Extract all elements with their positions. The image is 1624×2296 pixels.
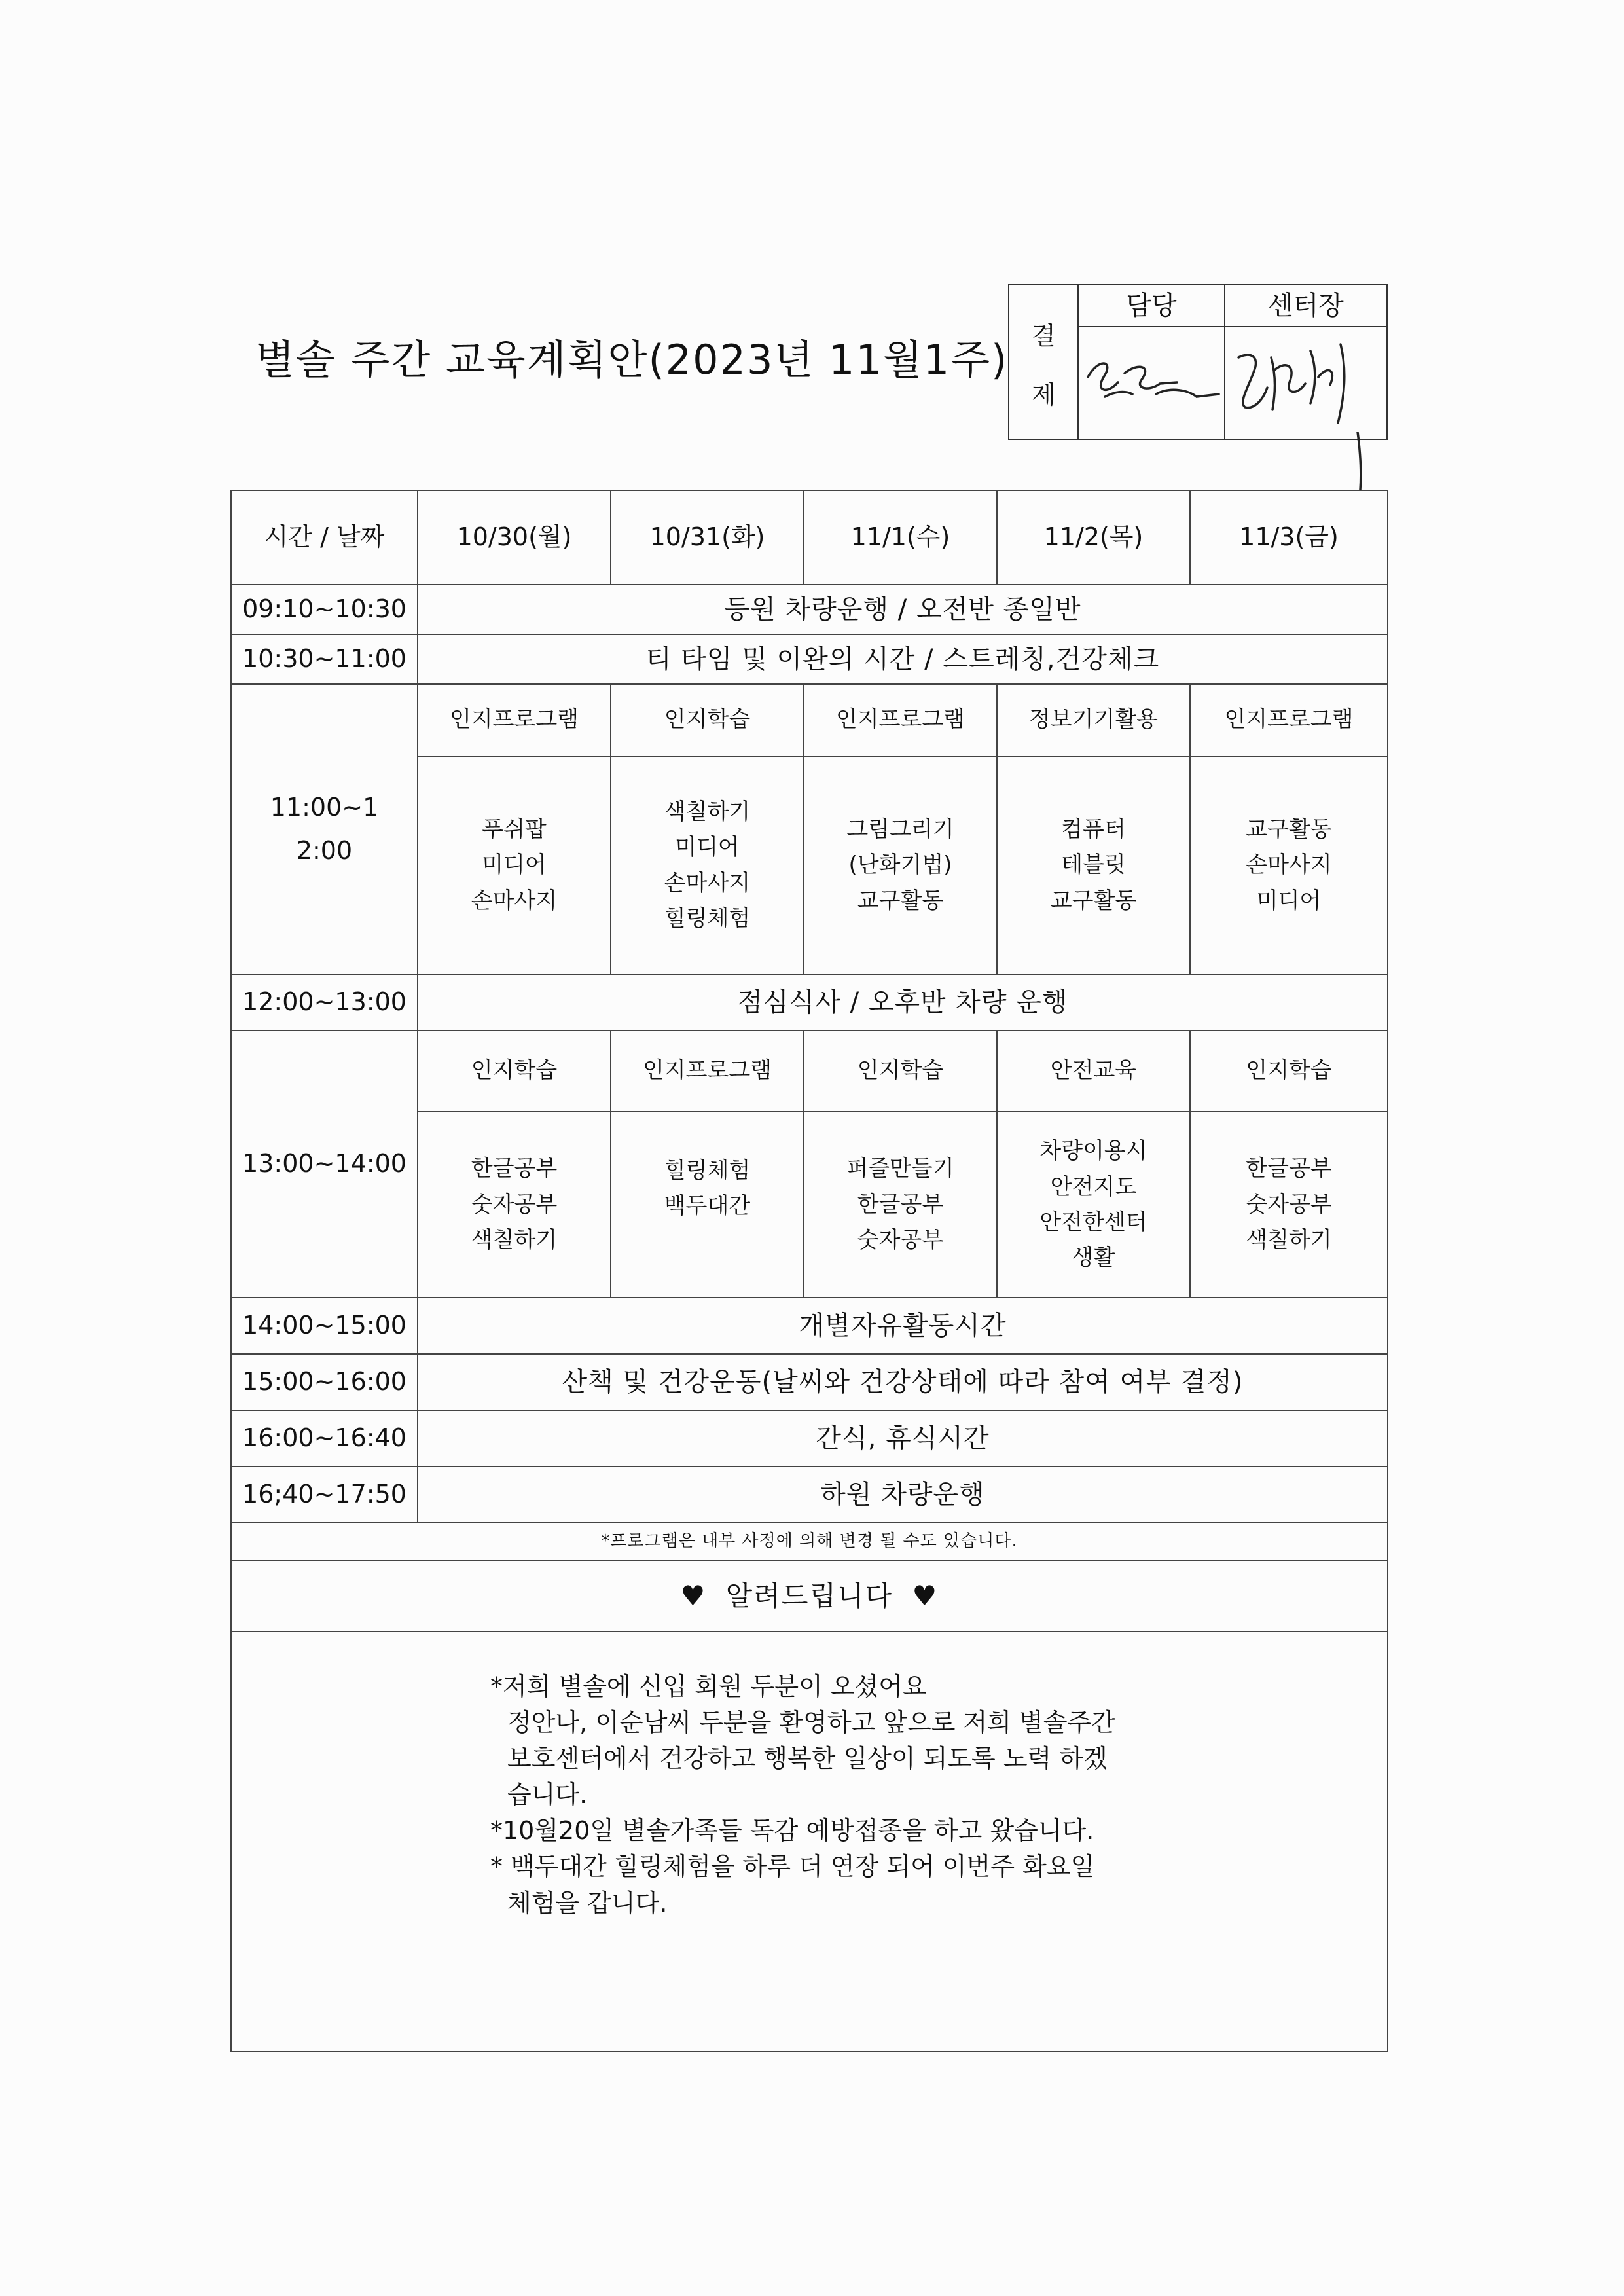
activity-item: 교구활동 bbox=[857, 887, 944, 914]
activity-item: 손마사지 bbox=[471, 887, 558, 914]
approval-column-director bbox=[1225, 285, 1386, 439]
activity-span-cell: 개별자유활동시간 bbox=[418, 1298, 1388, 1354]
table-row bbox=[231, 1354, 1388, 1410]
program-cell: 안전교육 bbox=[997, 1030, 1190, 1112]
activity-item: 컴퓨터 bbox=[1061, 816, 1126, 843]
activity-item: 숫자공부 bbox=[471, 1191, 558, 1218]
time-cell: 09:10~10:30 bbox=[231, 585, 418, 634]
notice-line: 습니다. bbox=[507, 1780, 588, 1810]
approval-column-manager bbox=[1079, 285, 1225, 439]
activity-item: 한글공부 bbox=[857, 1191, 944, 1218]
schedule-table bbox=[230, 490, 1388, 2052]
activity-cell bbox=[1190, 756, 1388, 974]
schedule-change-note: *프로그램은 내부 사정에 의해 변경 될 수도 있습니다. bbox=[231, 1523, 1388, 1561]
table-row bbox=[231, 1030, 1388, 1112]
header-day: 10/31(화) bbox=[611, 490, 804, 585]
program-cell: 인지프로그램 bbox=[1190, 684, 1388, 756]
signature-tail-stroke bbox=[1354, 432, 1367, 491]
approval-label-top: 결 bbox=[1032, 321, 1056, 350]
activity-item: 차량이용시 bbox=[1039, 1138, 1147, 1165]
program-cell: 인지학습 bbox=[418, 1030, 611, 1112]
activity-item: 힐링체험 bbox=[664, 1157, 751, 1184]
time-cell: 12:00~13:00 bbox=[231, 974, 418, 1030]
table-row bbox=[231, 1298, 1388, 1354]
notice-line: 체험을 갑니다. bbox=[507, 1888, 668, 1918]
header-time-date: 시간 / 날짜 bbox=[231, 490, 418, 585]
document-title: 별솔 주간 교육계획안(2023년 11월1주) bbox=[255, 336, 1009, 384]
activity-span-cell: 간식, 휴식시간 bbox=[418, 1410, 1388, 1467]
notice-heading-cell bbox=[231, 1561, 1388, 1631]
approval-label-column bbox=[1009, 285, 1079, 439]
notice-body bbox=[231, 1631, 1388, 2052]
notice-line: 보호센터에서 건강하고 행복한 일상이 되도록 노력 하겠 bbox=[507, 1744, 1108, 1774]
table-header-row bbox=[231, 490, 1388, 585]
table-row bbox=[231, 974, 1388, 1030]
activity-cell bbox=[804, 756, 997, 974]
activity-item: 퍼즐만들기 bbox=[846, 1156, 954, 1182]
activity-item: 손마사지 bbox=[664, 869, 751, 896]
activity-item: 안전지도 bbox=[1050, 1173, 1137, 1200]
header-day: 11/1(수) bbox=[804, 490, 997, 585]
program-cell: 인지학습 bbox=[804, 1030, 997, 1112]
time-cell: 10:30~11:00 bbox=[231, 634, 418, 684]
director-signature bbox=[1225, 331, 1386, 443]
program-cell: 인지학습 bbox=[1190, 1030, 1388, 1112]
table-row bbox=[231, 634, 1388, 684]
table-row bbox=[231, 1631, 1388, 2052]
activity-cell bbox=[611, 1112, 804, 1298]
header-day: 11/3(금) bbox=[1190, 490, 1388, 585]
activity-item: 색칠하기 bbox=[664, 798, 751, 825]
notice-text-block bbox=[232, 1632, 1387, 1922]
activity-cell bbox=[611, 756, 804, 974]
notice-line: 정안나, 이순남씨 두분을 환영하고 앞으로 저희 별솔주간 bbox=[507, 1708, 1115, 1738]
activity-span-cell: 등원 차량운행 / 오전반 종일반 bbox=[418, 585, 1388, 634]
activity-item: 숫자공부 bbox=[857, 1227, 944, 1254]
program-cell: 인지프로그램 bbox=[418, 684, 611, 756]
activity-item: 미디어 bbox=[675, 834, 740, 861]
activity-cell bbox=[997, 756, 1190, 974]
activity-item: 색칠하기 bbox=[1246, 1227, 1332, 1254]
activity-span-cell: 산책 및 건강운동(날씨와 건강상태에 따라 참여 여부 결정) bbox=[418, 1354, 1388, 1410]
time-cell: 16:00~16:40 bbox=[231, 1410, 418, 1467]
activity-item: 백두대간 bbox=[664, 1193, 751, 1220]
activity-item: 미디어 bbox=[482, 852, 547, 879]
activity-cell bbox=[1190, 1112, 1388, 1298]
header-day: 10/30(월) bbox=[418, 490, 611, 585]
time-line: 2:00 bbox=[296, 835, 353, 865]
approval-header-director: 센터장 bbox=[1225, 285, 1386, 327]
activity-span-cell: 점심식사 / 오후반 차량 운행 bbox=[418, 974, 1388, 1030]
activity-item: 숫자공부 bbox=[1246, 1191, 1332, 1218]
approval-box bbox=[1008, 284, 1388, 440]
activity-item: 한글공부 bbox=[1246, 1156, 1332, 1182]
activity-item: 손마사지 bbox=[1246, 852, 1332, 879]
time-cell: 14:00~15:00 bbox=[231, 1298, 418, 1354]
heart-icon: ♥ bbox=[680, 1579, 707, 1612]
activity-item: 생활 bbox=[1072, 1245, 1115, 1271]
notice-heading: 알려드립니다 bbox=[725, 1579, 893, 1612]
activity-item: (난화기법) bbox=[848, 852, 952, 879]
time-cell: 13:00~14:00 bbox=[231, 1030, 418, 1298]
approval-header-manager: 담당 bbox=[1079, 285, 1224, 327]
table-row bbox=[231, 585, 1388, 634]
activity-item: 한글공부 bbox=[471, 1156, 558, 1182]
time-line: 11:00~1 bbox=[270, 793, 379, 822]
notice-line: *저희 별솔에 신입 회원 두분이 오셨어요 bbox=[490, 1672, 927, 1701]
time-cell: 15:00~16:00 bbox=[231, 1354, 418, 1410]
header-day: 11/2(목) bbox=[997, 490, 1190, 585]
activity-item: 색칠하기 bbox=[471, 1227, 558, 1254]
table-row bbox=[231, 684, 1388, 756]
activity-item: 푸쉬팝 bbox=[482, 816, 547, 843]
activity-item: 미디어 bbox=[1256, 887, 1322, 914]
table-row bbox=[231, 1523, 1388, 1561]
notice-line: *10월20일 별솔가족들 독감 예방접종을 하고 왔습니다. bbox=[490, 1816, 1094, 1846]
activity-item: 테블릿 bbox=[1061, 852, 1126, 879]
table-row bbox=[231, 1561, 1388, 1631]
time-cell: 16;40~17:50 bbox=[231, 1467, 418, 1523]
activity-span-cell: 하원 차량운행 bbox=[418, 1467, 1388, 1523]
activity-item: 교구활동 bbox=[1050, 887, 1137, 914]
program-cell: 인지학습 bbox=[611, 684, 804, 756]
table-row bbox=[231, 1410, 1388, 1467]
activity-cell bbox=[418, 1112, 611, 1298]
time-cell bbox=[231, 684, 418, 974]
activity-item: 안전한센터 bbox=[1039, 1209, 1147, 1235]
manager-signature bbox=[1079, 331, 1225, 436]
activity-item: 힐링체험 bbox=[664, 905, 751, 932]
approval-label-bottom: 제 bbox=[1032, 380, 1056, 409]
program-cell: 정보기기활용 bbox=[997, 684, 1190, 756]
activity-cell bbox=[804, 1112, 997, 1298]
notice-line: * 백두대간 힐링체험을 하루 더 연장 되어 이번주 화요일 bbox=[490, 1852, 1095, 1882]
activity-cell bbox=[997, 1112, 1190, 1298]
program-cell: 인지프로그램 bbox=[611, 1030, 804, 1112]
table-row bbox=[231, 1467, 1388, 1523]
program-cell: 인지프로그램 bbox=[804, 684, 997, 756]
heart-icon: ♥ bbox=[912, 1579, 939, 1612]
activity-span-cell: 티 타임 및 이완의 시간 / 스트레칭,건강체크 bbox=[418, 634, 1388, 684]
activity-item: 교구활동 bbox=[1246, 816, 1332, 843]
activity-cell bbox=[418, 756, 611, 974]
activity-item: 그림그리기 bbox=[846, 816, 954, 843]
